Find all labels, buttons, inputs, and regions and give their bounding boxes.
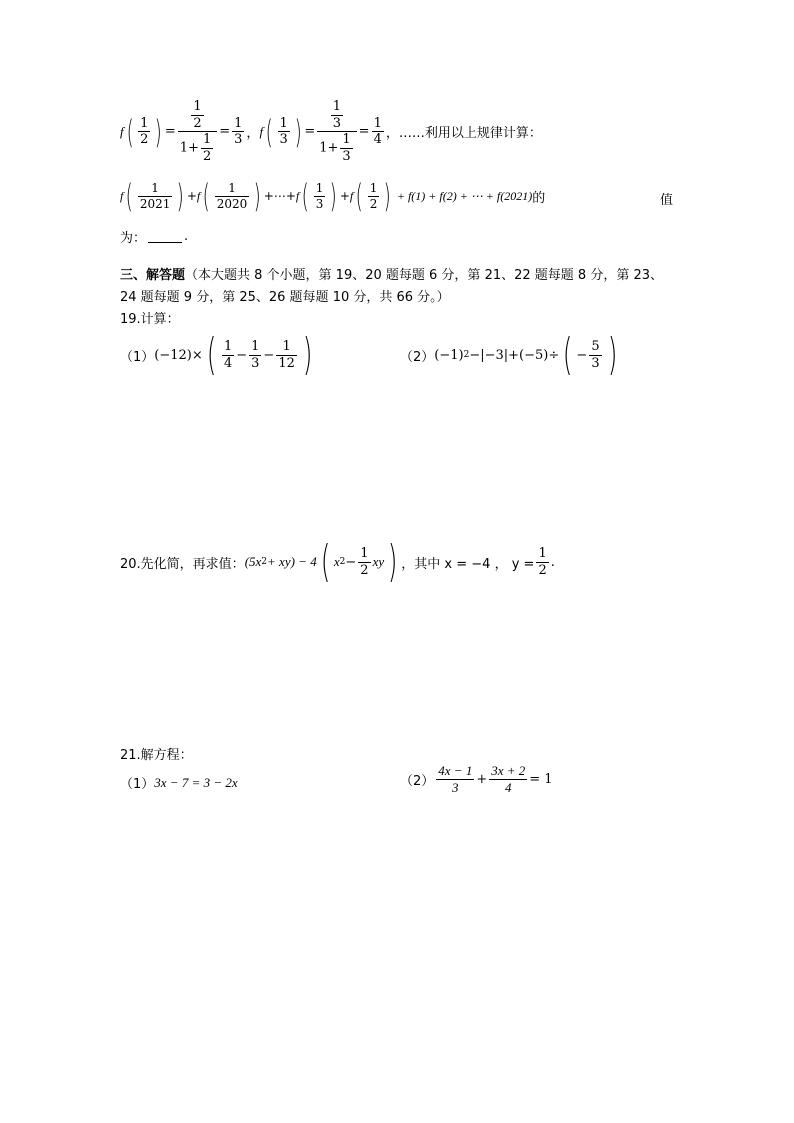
q21-part-2: （2） $\frac{4x - 1}{3}$ + $\frac{3x + 2}{4}$ = 1 xyxy=(400,763,553,795)
section-3-heading xyxy=(120,265,680,309)
sum-expression: f ( $\frac{1}{2021}$ ) + f ( $\frac{1}{2020}$ ) +⋯+ f ( $\frac{1}{3}$ ) + f ( $\frac{1}{2}$ ) + f(1) + f(2) + ⋯ + f(2021) 的 xyxy=(120,177,546,215)
term-1-3: $\frac{1}{3}$ xyxy=(315,180,324,211)
f-symbol: f xyxy=(120,123,124,139)
intro-tail: ，……利用以上规律计算： xyxy=(385,126,542,142)
answer-blank[interactable] xyxy=(148,230,182,243)
q20-line: 20.先化简，再求值： (5x 2 + xy) − 4 ( x 2 − $\frac{1}{2}$ xy ) ，其中 x = −4 ， y = $\frac{1}{2}$ . xyxy=(120,536,555,587)
term-1-2020: $\frac{1}{2020}$ xyxy=(216,180,248,211)
section-3-desc-1: （本大题共 8 个小题，第 19、20 题每题 6 分，第 21、22 题每题 8 分，第 23、 xyxy=(185,268,663,283)
q21-title: 21.解方程： xyxy=(120,748,193,763)
term-1-2021: $\frac{1}{2021}$ xyxy=(139,180,171,211)
result-third: $\frac{1}{3}$ xyxy=(234,115,243,148)
zhi-char: 值 xyxy=(660,193,674,208)
q19-part-2: （2） (−1) 2 −|−3|+(−5)÷ ( − $\frac{5}{3}$ ) xyxy=(400,329,617,380)
result-quarter: $\frac{1}{4}$ xyxy=(373,115,382,148)
q20-title: 20.先化简，再求值： xyxy=(120,556,245,572)
fraction-third: $\frac{1}{3}$ xyxy=(279,115,288,148)
paren-close: ) xyxy=(155,112,163,151)
answer-line: 为： . xyxy=(120,229,189,246)
q21-part-1: （1） 3x − 7 = 3 − 2x xyxy=(120,774,238,792)
section-3-title: 三、解答题 xyxy=(120,268,186,283)
compound-fraction-third: $\frac{1}{3}$ 1+ $\frac{1}{3}$ xyxy=(317,100,356,164)
term-1-2: $\frac{1}{2}$ xyxy=(369,180,378,211)
sum-middle: + f(1) + f(2) + ⋯ + f(2021) xyxy=(396,188,533,203)
de-char: 的 xyxy=(532,190,546,206)
q19-part-1: （1） (−12)× ( $\frac{1}{4}$ − $\frac{1}{3}$ − $\frac{1}{12}$ ) xyxy=(120,329,313,380)
paren-open: ( xyxy=(126,112,134,151)
q19-title: 19.计算： xyxy=(120,312,180,327)
section-3-desc-2: 24 题每题 9 分，第 25、26 题每题 10 分，共 66 分。） xyxy=(120,290,450,305)
compound-fraction-half: $\frac{1}{2}$ 1+ $\frac{1}{2}$ xyxy=(178,100,217,164)
intro-line: f ( $\frac{1}{2}$ ) = $\frac{1}{2}$ 1+ $\frac{1}{2}$ = $\frac{1}{3}$ ， f ( $\frac{1}{3}$ ) = $\frac{1}{3}$ 1+ $\frac{1}{3}$ = $\frac{1}{4}$ ，……利用以上规律计算： xyxy=(120,99,542,164)
fraction-half: $\frac{1}{2}$ xyxy=(140,115,149,148)
